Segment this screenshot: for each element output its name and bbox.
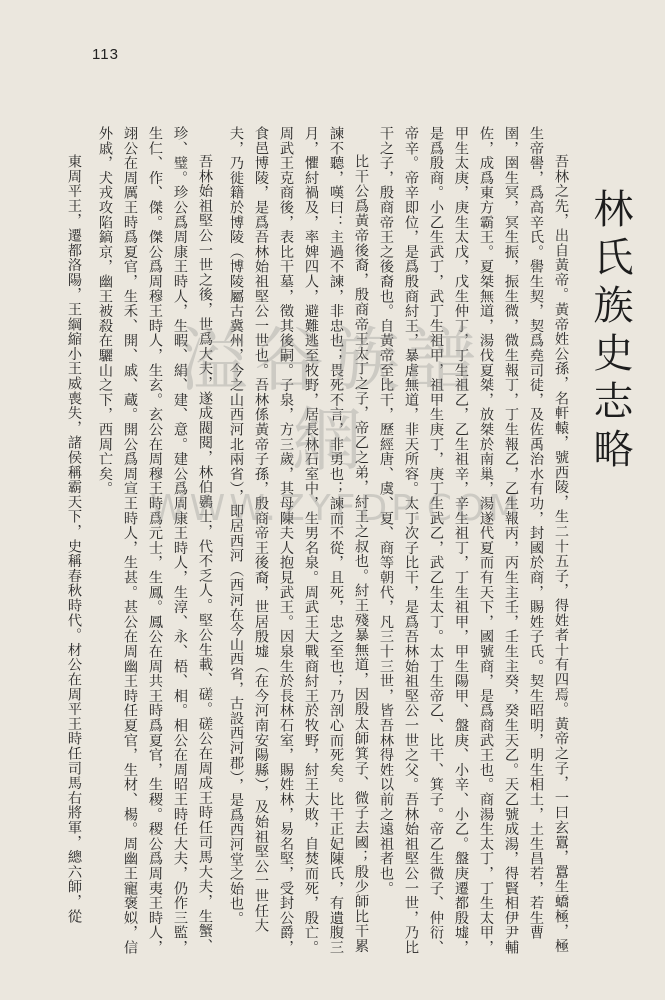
paragraph-bigan-and-surname: 比干公爲黃帝後裔，殷商帝王太丁之子，帝乙之弟，紂王之叔也。紂王殘暴無道，因殷太師箕子、微子去國；殷少師比干累諫不聽，嘆曰：主過不諫，非忠也；畏死不言，非勇也；諫而不從，且死，忠之至也；乃剖心而死矣。比干正妃陳氏，有遺腹三月，懼紂禍及，率婢四人，避難逃至牧野，居長林石室中，生男名泉。周武王大戰商紂王於牧野，紂王大敗，自焚而死，殷亡。周武王克商後，表比干墓，徵其後嗣。子泉，方三歲，其母陳夫人抱見武王。因泉生於長林石室，賜姓林，易名堅，受封公爵，食邑博陵，是爲吾林始祖堅公一世也。吾林係黃帝子孫，殷商帝王後裔，世居殷墟（在今河南安陽縣），及始祖堅公一世任大夫，乃徙籍於博陵（博陵屬古冀州，今之山西河北兩省），即居西河（西河在今山西省，古設西河郡），是爲西河堂之始也。 bbox=[228, 126, 369, 955]
paragraph-lineage-origin: 吾林之先，出自黃帝。黃帝姓公孫，名軒轅，號西陵，生二十五子，得姓者十有四焉。黃帝之子，一曰玄囂，囂生蟜極，極生帝嚳，爲高辛氏。嚳生契，契爲堯司徒，及佐禹治水有功，封國於商，賜姓子氏。契生昭明，明生相土，土生昌若，若生曹圉，圉生冥，冥生振，振生微，微生報丁，丁生報乙，乙生報丙，丙生主壬，壬生主癸，癸生天乙。天乙號成湯，得賢相伊尹輔佐，成爲東方霸王。夏桀無道，湯伐夏桀，放桀於南巢，湯遂代夏而有天下，國號商，是爲商武王也。商湯生太丁，丁生太甲，甲生太庚，庚生太戊，戊生仲丁，丁生祖乙，乙生祖辛，辛生祖丁，丁生祖甲，甲生陽甲、盤庚、小辛、小乙。盤庚遷都殷墟，是爲殷商。小乙生武丁，武丁生祖甲，祖甲生庚丁，庚丁生武乙，武乙生太丁。太丁生帝乙、比干、箕子。帝乙生微子、仲衍、帝辛。帝辛即位，是爲殷商紂王，暴虐無道，非天所容。太丁次子比干，是爲吾林始祖堅公一世之父。吾林始祖堅公一世，乃比干之子，殷商帝王之後裔也。自黃帝至比干，歷經唐、虞、夏、商等朝代，凡三十三世，皆吾林得姓以前之遠祖者也。 bbox=[378, 126, 569, 955]
watermark-url: WWW.ZYFDP.COM bbox=[150, 488, 524, 529]
page-number: 113 bbox=[92, 46, 119, 63]
body-text bbox=[53, 126, 573, 956]
paragraph-zhou-descendants: 吾林始祖堅公一世之後，世爲大夫，遂成閥閱，林伯鷃士，代不乏人。堅公生載、磋。磋公在周成王時任司馬大夫，生蟹、珍、璧。珍公爲周康王時人，生暇、絹、建、意。建公爲周康王時人，生淳、永、梧、相。相公在周昭王時任大夫，仍作三監，生仁、作、傑。傑公爲周穆王時人，生玄。玄公在周穆王時爲元士，生鳳。鳳公在周共王時爲夏官，生稷。稷公爲周夷王時人，翊公在周厲王時爲夏官，生禾、開、戚、蔵。開公爲周宣王時人，生甚。甚公在周幽王時任夏官，生材、楊。周幽王寵褒姒，信外戚，犬戎攻陷鎬京，幽王被殺在驪山之下，西周亡矣。 bbox=[97, 126, 213, 955]
paragraph-eastern-zhou: 東周平王，遷都洛陽，王綱縮小王威喪失，諸侯稱霸天下，史稱春秋時代。材公在周平王時任司馬右將軍，總六師，從 bbox=[66, 154, 82, 924]
page-title: 林氏族史志略 bbox=[587, 188, 633, 476]
watermark-chinese: 溢谷族譜網 bbox=[178, 319, 482, 481]
